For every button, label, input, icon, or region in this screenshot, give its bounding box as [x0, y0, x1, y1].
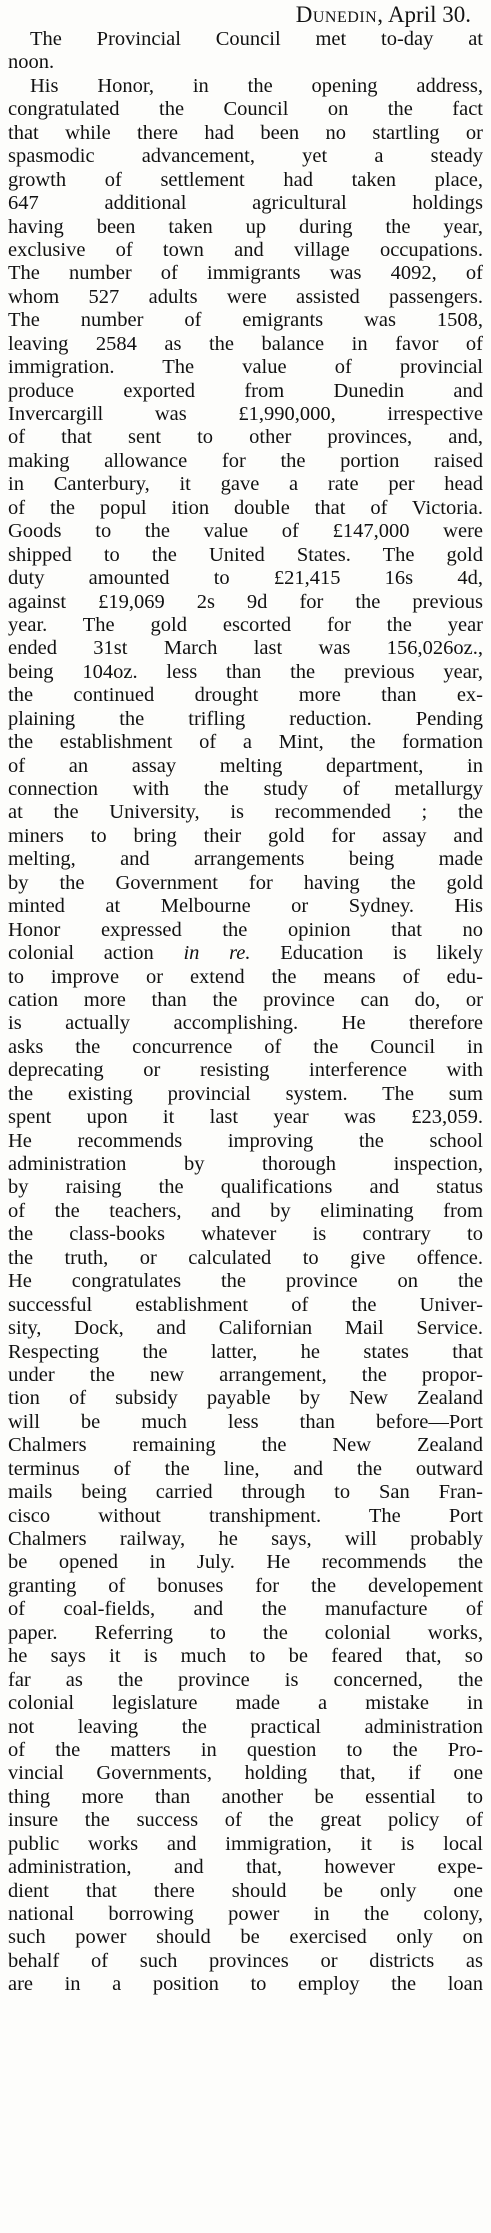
article-line: the continued drought more than ex- — [8, 684, 483, 707]
article-line: of the popul ition double that of Victoria. — [8, 496, 483, 519]
article-line: granting of bonuses for the developement — [8, 1574, 483, 1597]
article-line: minted at Melbourne or Sydney. His — [8, 895, 483, 918]
article-line: miners to bring their gold for assay and — [8, 824, 483, 847]
article-line: the establishment of a Mint, the formation — [8, 731, 483, 754]
article-line: having been taken up during the year, — [8, 215, 483, 238]
article-line: Chalmers railway, he says, will probably — [8, 1528, 483, 1550]
article-line: of that sent to other provinces, and, — [8, 426, 483, 449]
article-line: against £19,069 2s 9d for the previous — [8, 590, 483, 613]
article-line: of the matters in question to the Pro- — [8, 1738, 483, 1761]
article-line: 647 additional agricultural holdings — [8, 192, 483, 215]
article-line: He recommends improving the school — [8, 1129, 483, 1152]
article-line: the truth, or calculated to give offence. — [8, 1246, 483, 1269]
article-line: colonial action in re. Education is likely — [8, 942, 483, 965]
article-line: national borrowing power in the colony, — [8, 1903, 483, 1925]
article-line: deprecating or resisting interference with — [8, 1059, 483, 1082]
article-line: Respecting the latter, he states that — [8, 1340, 483, 1363]
article-line: is actually accomplishing. He therefore — [8, 1012, 483, 1035]
article-line: vincial Governments, holding that, if one — [8, 1762, 483, 1785]
article-line: leaving 2584 as the balance in favor of — [8, 332, 483, 355]
article-line: public works and immigration, it is local — [8, 1832, 483, 1855]
article-line: of coal-fields, and the manufacture of — [8, 1598, 483, 1621]
article-line: noon. — [8, 51, 55, 74]
article-line: Invercargill was £1,990,000, irrespective — [8, 403, 483, 425]
italic-phrase: in re. — [183, 942, 251, 965]
article-line: will be much less than before—Port — [8, 1410, 483, 1433]
dateline-place: Dunedin, — [295, 2, 384, 27]
article-line: administration by thorough inspection, — [8, 1153, 483, 1175]
article-line: by raising the qualifications and status — [8, 1176, 483, 1199]
article-line: successful establishment of the Univer- — [8, 1293, 483, 1316]
article-line: dient that there should be only one — [8, 1879, 483, 1902]
article-line: making allowance for the portion raised — [8, 449, 483, 472]
article-line: colonial legislature made a mistake in — [8, 1692, 483, 1715]
article-line: produce exported from Dunedin and — [8, 379, 483, 402]
article-line: tion of subsidy payable by New Zealand — [8, 1387, 483, 1410]
article-line: sity, Dock, and Californian Mail Service. — [8, 1317, 483, 1340]
article-line: cisco without transhipment. The Port — [8, 1504, 483, 1527]
article-line: spasmodic advancement, yet a steady — [8, 145, 483, 168]
article-line: congratulated the Council on the fact — [8, 98, 483, 121]
dateline-date: April 30. — [387, 2, 471, 27]
article-line: His Honor, in the opening address, — [30, 74, 483, 97]
article-line: terminus of the line, and the outward — [8, 1457, 483, 1480]
article-line: thing more than another be essential to — [8, 1785, 483, 1808]
article-line: at the University, is recommended ; the — [8, 801, 483, 824]
article-line: Chalmers remaining the New Zealand — [8, 1434, 483, 1457]
article-line: by the Government for having the gold — [8, 871, 483, 894]
article-line: to improve or extend the means of edu- — [8, 965, 483, 988]
article-line: whom 527 adults were assisted passengers. — [8, 285, 483, 308]
article-line: paper. Referring to the colonial works, — [8, 1621, 483, 1644]
dateline — [296, 2, 471, 28]
article-line: The Provincial Council met to-day at — [30, 28, 483, 50]
article-line: mails being carried through to San Fran- — [8, 1481, 483, 1504]
article-line: he says it is much to be feared that, so — [8, 1645, 483, 1668]
article-line: exclusive of town and village occupations. — [8, 238, 483, 261]
article-line: melting, and arrangements being made — [8, 848, 483, 871]
article-line: ended 31st March last was 156,026oz., — [8, 637, 483, 660]
article-line: shipped to the United States. The gold — [8, 543, 483, 566]
article-line: such power should be exercised only on — [8, 1926, 483, 1949]
article-line: are in a position to employ the loan — [8, 1973, 483, 1996]
article-line: the class-books whatever is contrary to — [8, 1223, 483, 1246]
article-line: Honor expressed the opinion that no — [8, 918, 483, 941]
article-line: He congratulates the province on the — [8, 1270, 483, 1293]
article-line: Goods to the value of £147,000 were — [8, 520, 483, 543]
article-line: asks the concurrence of the Council in — [8, 1035, 483, 1058]
article-line: immigration. The value of provincial — [8, 356, 483, 379]
article-line: plaining the trifling reduction. Pending — [8, 707, 483, 730]
article-line: The number of emigrants was 1508, — [8, 309, 483, 332]
article-line: of an assay melting department, in — [8, 754, 483, 777]
article-line: cation more than the province can do, or — [8, 988, 483, 1011]
article-line: year. The gold escorted for the year — [8, 613, 483, 636]
article-body — [8, 28, 483, 1997]
article-line: duty amounted to £21,415 16s 4d, — [8, 567, 483, 590]
article-line: administration, and that, however expe- — [8, 1856, 483, 1879]
article-line: not leaving the practical administration — [8, 1715, 483, 1738]
article-line: growth of settlement had taken place, — [8, 168, 483, 191]
article-line: insure the success of the great policy of — [8, 1809, 483, 1832]
article-line: of the teachers, and by eliminating from — [8, 1199, 483, 1222]
article-line: behalf of such provinces or districts as — [8, 1949, 483, 1972]
article-line: The number of immigrants was 4092, of — [8, 262, 483, 285]
article-line: be opened in July. He recommends the — [8, 1551, 483, 1574]
article-line: under the new arrangement, the propor- — [8, 1363, 483, 1386]
article-line: being 104oz. less than the previous year, — [8, 660, 483, 683]
article-line: that while there had been no startling or — [8, 121, 483, 144]
article-line: spent upon it last year was £23,059. — [8, 1106, 483, 1129]
article-line: the existing provincial system. The sum — [8, 1082, 483, 1105]
article-line: connection with the study of metallurgy — [8, 778, 483, 800]
article-line: far as the province is concerned, the — [8, 1668, 483, 1691]
article-line: in Canterbury, it gave a rate per head — [8, 473, 483, 496]
